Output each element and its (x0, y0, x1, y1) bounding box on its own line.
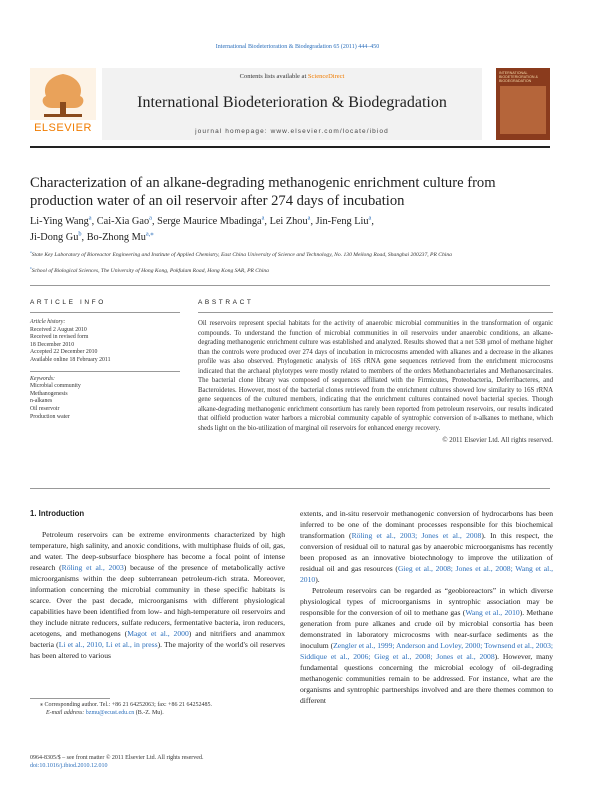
paragraph-text: ) and nitrifiers and anammox bacteria ( (30, 629, 286, 649)
journal-citation[interactable]: International Biodeterioration & Biodegradation 65 (2011) 444–450 (215, 44, 380, 50)
article-info-rule (30, 312, 180, 313)
article-title: Characterization of an alkane-degrading methanogenic enrichment culture from production water of an oil reservoir after 274 days of incubation (30, 175, 496, 209)
author-name: Bo-Zhong Mu (86, 232, 146, 243)
history-line: Received in revised form (30, 334, 89, 341)
paragraph-text: Petroleum reservoirs can be extreme environments characterized by high temperature, high salinity, and anoxic conditions, with multiphase fluids of oil, gas, and water. The deep-subsurface biosphere has become a focal point of intense research ( (30, 530, 285, 572)
affiliation-a (30, 251, 550, 259)
affiliation-b (30, 267, 550, 275)
keyword-item: Microbial community (30, 383, 81, 390)
paragraph-text: ). The majority of the world's oil reserves has been altered to various (30, 640, 285, 660)
issn-line: 0964-8305/$ – see front matter © 2011 Elsevier Ltd. All rights reserved. (30, 755, 204, 761)
section-divider (30, 285, 550, 286)
author-affiliation-marker[interactable]: b (78, 230, 82, 238)
paragraph-text: extents, and in-situ reservoir methanogenic conversion of hydrocarbons has been inferred to be one of the dominant processes responsible for this biochemical transformation ( (300, 509, 553, 540)
article-info (30, 319, 180, 421)
body-paragraph (30, 529, 285, 661)
email-label: E-mail address: (46, 710, 86, 716)
author-affiliation-marker[interactable]: a,⁎ (145, 230, 154, 238)
keyword-item: n-alkanes (30, 398, 53, 405)
author-affiliation-marker[interactable]: a (368, 214, 372, 222)
body-left-column (30, 508, 285, 661)
affiliation-text: State Key Laboratory of Bioreactor Engineering and Institute of Applied Chemistry, East China University of Science and Technology, No. 130 Meilong Road, Shanghai 200237, PR China (31, 252, 452, 258)
paragraph-text: ). Methane generation from pure alkanes and crude oil by microbial consortia has been demonstrated in laboratory microcosms with near-surface sediments as the inoculum ( (300, 608, 553, 650)
contents-prefix: Contents lists available at (239, 73, 308, 80)
journal-title: International Biodeterioration & Biodegradation (137, 94, 447, 111)
citation-link[interactable]: Gieg et al., 2008; Jones et al., 2008; Wang et al., 2010 (300, 564, 553, 584)
keyword-item: Production water (30, 413, 70, 420)
body-right-column (300, 508, 553, 706)
history-line: Available online 18 February 2011 (30, 356, 111, 363)
body-paragraph (300, 508, 553, 585)
abstract (198, 319, 553, 446)
history-line: Accepted 22 December 2010 (30, 349, 98, 356)
keywords-label: Keywords: (30, 375, 55, 382)
paragraph-text: ) because of the presence of metabolically active microorganisms within the deep subterranean petroleum-rich strata. Moreover, information concerning the microbial community in these specific habitats is scarce. Over the past decade, microorganisms with different physiological capabilities have been identified from low- and high-temperature oil reservoirs and they include nitrate reducers, sulfate reducers, fermentative bacteria, iron reducers, acetogens, and methanogens ( (30, 563, 286, 638)
citation-link[interactable]: Röling et al., 2003; Jones et al., 2008 (351, 531, 482, 540)
abstract-text: Oil reservoirs represent special habitats for the activity of anaerobic microbial communities in the transformation of organic compounds. To understand the function of microbial communities in oil reservoirs under anaerobic conditions, an alkane-degrading methanogenic enrichment culture was established and analyzed. Results showed that a net 538 μmol of methane higher than the controls were produced over 274 days of incubation in microcosms amended with alkanes and a decrease in the alkanes profile was also observed. Phylogenetic analysis of 16S rRNA gene sequences retrieved from the enrichment microcosms indicated that the archaeal phylotypes were mostly related to members of the orders Methanobacteriales and Methanosarcinales. The bacterial clone library was composed of sequences affiliated with the Firmicutes, Proteobacteria, Deferribacteres, and Bacteroidetes. However, most of the bacterial clones retrieved from the enrichment cultures showed low similarity to 16S rRNA gene sequences of the cultured members, indicating that the enrichment cultures contained novel bacterial species. Though alkane-degrading methanogenic enrichment consortium has rarely been reported from petroleum reservoirs, our results indicated that oilfield production water harbors a microbial community capable of syntrophic conversion of n-alkanes to methane, which sheds light on the bio-utilization of marginal oil reservoirs for enhanced energy recovery. (198, 320, 553, 432)
copyright-notice: © 2011 Elsevier Ltd. All rights reserved. (442, 437, 553, 444)
body-paragraph (300, 585, 553, 706)
doi-link[interactable]: doi:10.1016/j.ibiod.2010.12.010 (30, 763, 108, 769)
author-name: Jin-Feng Liu (315, 216, 369, 227)
body-divider (30, 488, 550, 489)
history-line: Received 2 August 2010 (30, 326, 87, 333)
author-separator: , (310, 216, 316, 227)
author-affiliation-marker[interactable]: a (88, 214, 92, 222)
history-line: 18 December 2010 (30, 341, 75, 348)
author-separator: , (151, 216, 158, 227)
citation-link[interactable]: Röling et al., 2003 (61, 563, 124, 572)
affiliation-text: School of Biological Sciences, The University of Hong Kong, Pokfulam Road, Hong Kong SAR, PR China (31, 268, 269, 274)
author-name: Cai-Xia Gao (96, 216, 150, 227)
keyword-item: Methanogenesis (30, 390, 68, 397)
author-separator: , (371, 216, 374, 227)
author-affiliation-marker[interactable]: a (149, 214, 152, 222)
abstract-heading: ABSTRACT (198, 299, 254, 306)
author-name: Lei Zhou (269, 216, 308, 227)
homepage-label: journal homepage: (195, 128, 271, 135)
author-separator: , (91, 216, 97, 227)
journal-cover-thumbnail (496, 68, 550, 140)
affiliation-marker: a (30, 250, 32, 255)
paragraph-text: ). In this respect, the conversion of residual oil to natural gas by anaerobic microorganisms has recently been proposed as an innovative biotechnology to improve the utilization of residual oil and gas resources ( (300, 531, 553, 573)
author-separator: , (81, 232, 87, 243)
keyword-item: Oil reservoir (30, 405, 60, 412)
paragraph-text: Petroleum reservoirs can be regarded as “geobioreactors” in which diverse physiological types of microorganisms in syntrophic association may be responsible for the conversion of oil to methane gas ( (300, 586, 553, 617)
header-rule (30, 146, 550, 148)
abstract-rule (198, 312, 553, 313)
citation-link[interactable]: Zengler et al., 1999; Anderson and Lovley, 2000; Townsend et al., 2003; Siddique et al., 2006; Gieg et al., 2008; Jones et al., 2008 (300, 641, 553, 661)
affiliation-marker: b (30, 266, 32, 271)
author-name: Li-Ying Wang (30, 216, 89, 227)
homepage-link[interactable]: www.elsevier.com/locate/ibiod (270, 128, 389, 135)
issn-block (30, 754, 280, 770)
info-divider (30, 371, 180, 372)
footnote-contact: Corresponding author. Tel.: +86 21 64252063; fax: +86 21 64252485. (44, 702, 213, 708)
footnote-marker: ⁎ (40, 702, 43, 708)
contents-line (102, 73, 482, 80)
author-affiliation-marker[interactable]: a (307, 214, 311, 222)
corresponding-author-footnote (40, 701, 290, 717)
citation-link[interactable]: Magot et al., 2000 (127, 629, 189, 638)
paragraph-text: ). However, many fundamental questions concerning the microbial ecology of oil-degrading methanogenic communities remain to be addressed. For instance, what are the organisms and syntrophic partnerships involved and are there themes common to different (300, 652, 553, 705)
author-name: Ji-Dong Gu (30, 232, 79, 243)
section-heading: 1. Introduction (30, 509, 85, 518)
journal-homepage (102, 128, 482, 135)
citation-link[interactable]: Li et al., 2010, Li et al., in press (58, 640, 158, 649)
cover-artwork (500, 86, 546, 134)
paragraph-text: ). (315, 575, 320, 584)
publisher-name: ELSEVIER (34, 122, 92, 134)
article-info-heading: ARTICLE INFO (30, 299, 106, 306)
author-separator: , (264, 216, 270, 227)
email-link[interactable]: bzmu@ecust.edu.cn (85, 710, 135, 716)
cover-title: INTERNATIONAL BIODETERIORATION & BIODEGRADATION (499, 71, 538, 84)
sciencedirect-link[interactable]: ScienceDirect (307, 73, 345, 80)
author-name: Serge Maurice Mbadinga (157, 216, 262, 227)
citation-link[interactable]: Wang et al., 2010 (465, 608, 520, 617)
author-list (30, 214, 550, 246)
author-affiliation-marker[interactable]: a (261, 214, 265, 222)
history-label: Article history: (30, 319, 66, 325)
footnote-rule (30, 698, 110, 699)
email-suffix: (B.-Z. Mu). (134, 710, 164, 716)
